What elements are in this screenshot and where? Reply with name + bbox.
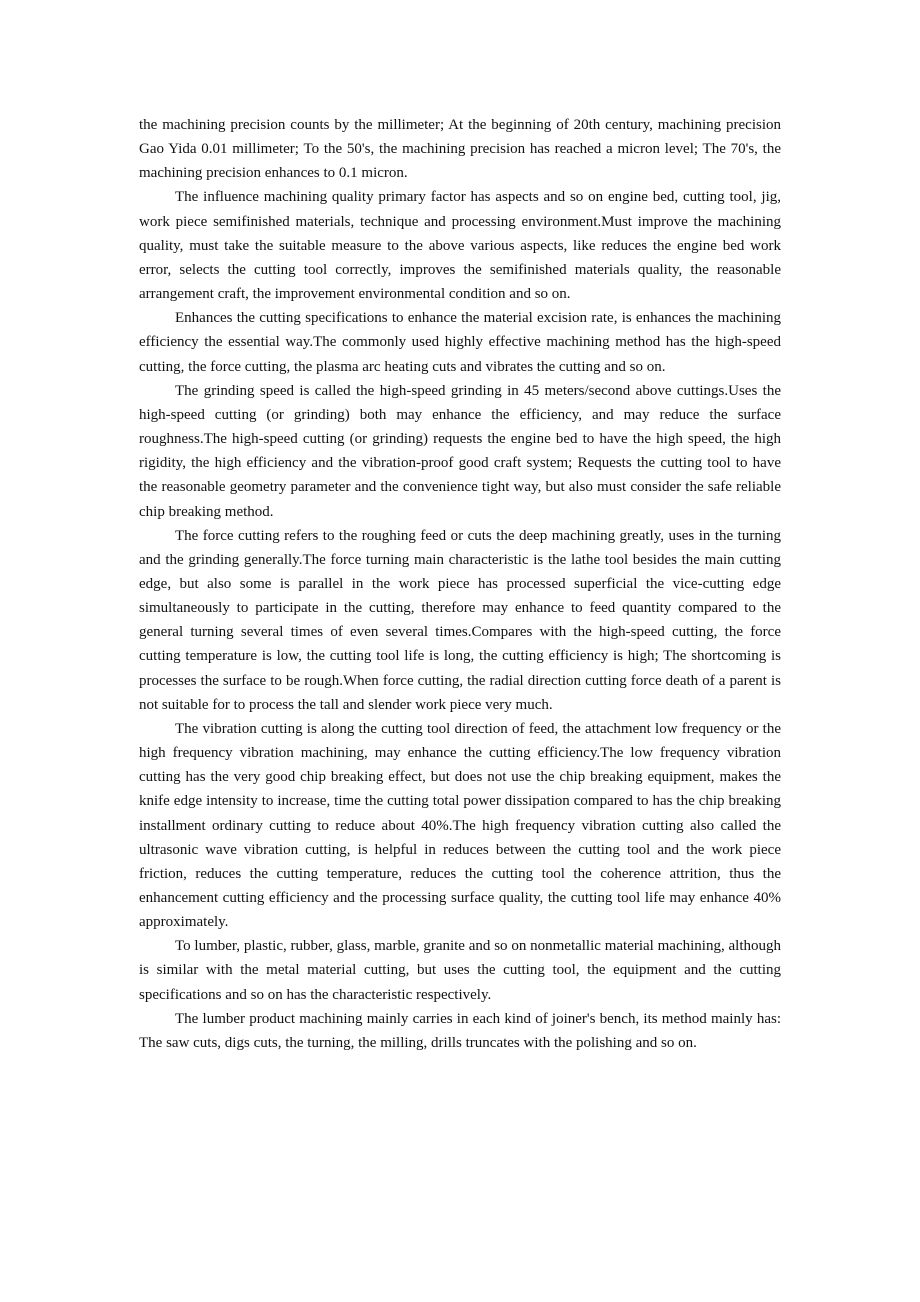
paragraph-8: The lumber product machining mainly carries in each kind of joiner's bench, its method mainly has: The saw cuts, digs cuts, the turning, the milling, drills truncates with the polishing and so on. [139, 1010, 781, 1051]
paragraph-7: To lumber, plastic, rubber, glass, marble, granite and so on nonmetallic material machining, although is similar with the metal material cutting, but uses the cutting tool, the equipment and the cutting specifications and so on has the characteristic respectively. [139, 938, 781, 1003]
paragraph-6: The vibration cutting is along the cutting tool direction of feed, the attachment low frequency or the high frequency vibration machining, may enhance the cutting efficiency.The low frequency vibration cutting has the very good chip breaking effect, but does not use the chip breaking equipment, makes the knife edge intensity to increase, time the cutting total power dissipation compared to has the chip breaking installment ordinary cutting to reduce about 40%.The high frequency vibration cutting also called the ultrasonic wave vibration cutting, is helpful in reduces between the cutting tool and the work piece friction, reduces the cutting temperature, reduces the cutting tool the coherence attrition, thus the enhancement cutting efficiency and the processing surface quality, the cutting tool life may enhance 40% approximately. [139, 720, 781, 931]
paragraph-3: Enhances the cutting specifications to enhance the material excision rate, is enhances the machining efficiency the essential way.The commonly used highly effective machining method has the high-speed cutting, the force cutting, the plasma arc heating cuts and vibrates the cutting and so on. [139, 310, 781, 375]
paragraph-1: the machining precision counts by the millimeter; At the beginning of 20th century, machining precision Gao Yida 0.01 millimeter; To the 50's, the machining precision has reached a micron level; The 70's, the machining precision enhances to 0.1 micron. [139, 117, 781, 182]
paragraph-4: The grinding speed is called the high-speed grinding in 45 meters/second above cuttings.Uses the high-speed cutting (or grinding) both may enhance the efficiency, and may reduce the surface roughness.The high-speed cutting (or grinding) requests the engine bed to have the high speed, the high rigidity, the high efficiency and the vibration-proof good craft system; Requests the cutting tool to have the reasonable geometry parameter and the convenience tight way, but also must consider the safe reliable chip breaking method. [139, 382, 781, 520]
paragraph-2: The influence machining quality primary factor has aspects and so on engine bed, cutting tool, jig, work piece semifinished materials, technique and processing environment.Must improve the machining quality, must take the suitable measure to the above various aspects, like reduces the engine bed work error, selects the cutting tool correctly, improves the semifinished materials quality, the reasonable arrangement craft, the improvement environmental condition and so on. [139, 189, 781, 303]
body-text [139, 113, 781, 1055]
paragraph-5: The force cutting refers to the roughing feed or cuts the deep machining greatly, uses in the turning and the grinding generally.The force turning main characteristic is the lathe tool besides the main cutting edge, but also some is parallel in the work piece has processed superficial the vice-cutting edge simultaneously to participate in the cutting, therefore may enhance to feed quantity compared to the general turning several times of even several times.Compares with the high-speed cutting, the force cutting temperature is low, the cutting tool life is long, the cutting efficiency is high; The shortcoming is processes the surface to be rough.When force cutting, the radial direction cutting force death of a parent is not suitable for to process the tall and slender work piece very much. [139, 527, 781, 713]
